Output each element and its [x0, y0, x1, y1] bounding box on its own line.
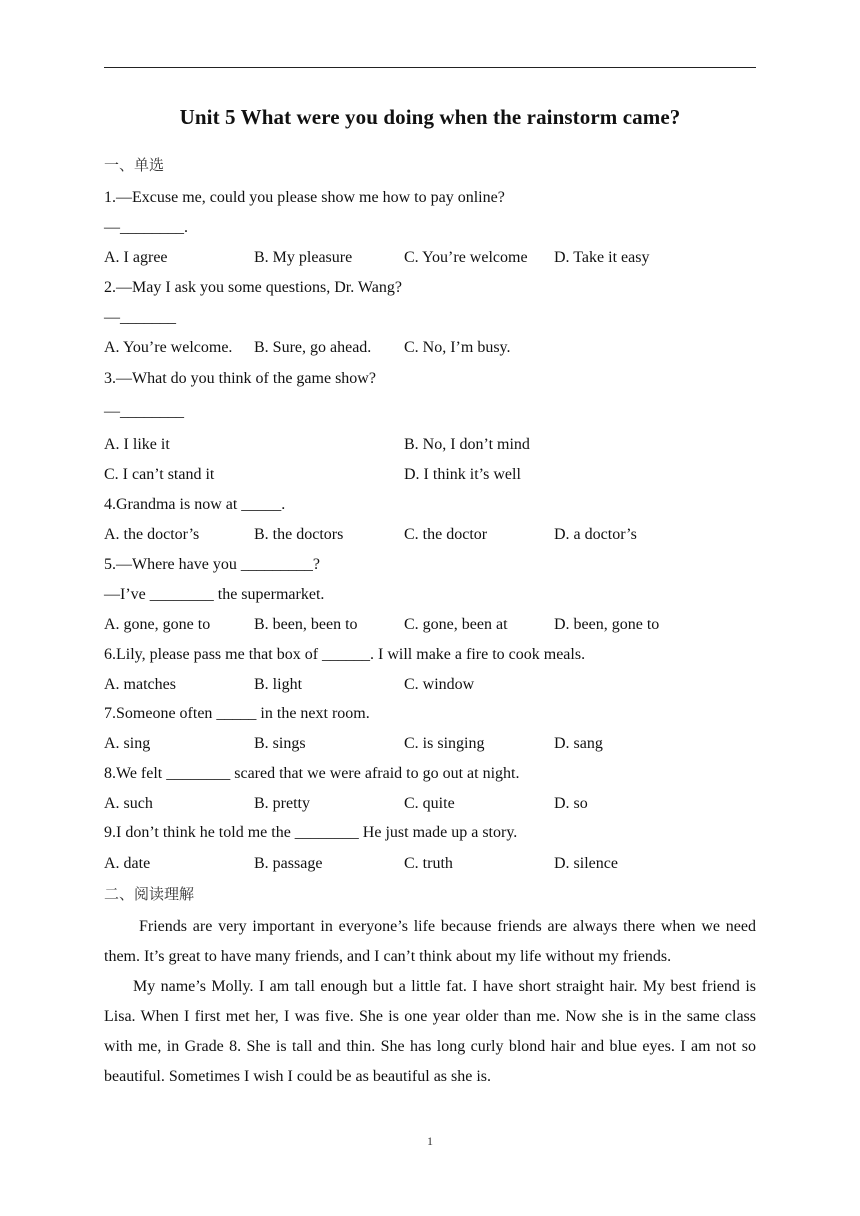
question-4-stem: 4.Grandma is now at _____.	[104, 496, 286, 513]
question-2-answer-blank: —_______	[104, 309, 176, 326]
question-7-option-c: C. is singing	[404, 735, 485, 752]
question-4-option-b: B. the doctors	[254, 526, 344, 543]
question-7-option-b: B. sings	[254, 735, 306, 752]
question-3-option-c: C. I can’t stand it	[104, 466, 215, 483]
question-8-stem: 8.We felt ________ scared that we were afraid to go out at night.	[104, 765, 520, 782]
section-heading-single-choice: 一、单选	[104, 156, 165, 174]
question-8-option-d: D. so	[554, 795, 588, 812]
question-5-answer-line: —I’ve ________ the supermarket.	[104, 586, 325, 603]
question-6-option-b: B. light	[254, 676, 303, 693]
question-3-option-a: A. I like it	[104, 436, 170, 453]
question-4-option-a: A. the doctor’s	[104, 526, 200, 543]
question-3-stem: 3.—What do you think of the game show?	[104, 370, 376, 387]
document-title: Unit 5 What were you doing when the rainstorm came?	[179, 105, 681, 129]
question-3-option-b: B. No, I don’t mind	[404, 436, 530, 453]
question-1-option-a: A. I agree	[104, 249, 168, 266]
question-1-answer-blank: —________.	[104, 219, 188, 236]
question-5-option-c: C. gone, been at	[404, 616, 508, 633]
question-2-option-c: C. No, I’m busy.	[404, 339, 511, 356]
question-9-option-d: D. silence	[554, 855, 618, 872]
question-1-option-c: C. You’re welcome	[404, 249, 528, 266]
question-9-option-a: A. date	[104, 855, 151, 872]
question-1-stem: 1.—Excuse me, could you please show me how to pay online?	[104, 189, 505, 206]
reading-paragraph-2: My name’s Molly. I am tall enough but a little fat. I have short straight hair. My best friend is Lisa. When I first met her, I was five. She is one year older than me. Now she is in the same class with me, in Grade 8. She is tall and thin. She has long curly blond hair and blue eyes. I am not so beautiful. Sometimes I wish I could be as beautiful as she is.	[104, 978, 756, 1085]
question-7-stem: 7.Someone often _____ in the next room.	[104, 705, 370, 722]
page-number: 1	[427, 1134, 433, 1148]
header-rule	[104, 67, 756, 68]
question-6-option-a: A. matches	[104, 676, 176, 693]
question-4-option-d: D. a doctor’s	[554, 526, 637, 543]
section-heading-reading: 二、阅读理解	[104, 885, 195, 903]
question-2-option-a: A. You’re welcome.	[104, 339, 233, 356]
question-8-option-b: B. pretty	[254, 795, 310, 812]
question-8-option-a: A. such	[104, 795, 153, 812]
question-7-option-a: A. sing	[104, 735, 151, 752]
question-4-option-c: C. the doctor	[404, 526, 488, 543]
question-5-option-a: A. gone, gone to	[104, 616, 211, 633]
question-9-stem: 9.I don’t think he told me the ________ He just made up a story.	[104, 824, 518, 841]
question-9-option-c: C. truth	[404, 855, 453, 872]
question-3-option-d: D. I think it’s well	[404, 466, 521, 483]
question-5-option-b: B. been, been to	[254, 616, 358, 633]
question-1-option-d: D. Take it easy	[554, 249, 650, 266]
question-5-stem: 5.—Where have you _________?	[104, 556, 320, 573]
question-6-option-c: C. window	[404, 676, 475, 693]
question-9-option-b: B. passage	[254, 855, 323, 872]
question-6-stem: 6.Lily, please pass me that box of ______. I will make a fire to cook meals.	[104, 646, 586, 663]
question-7-option-d: D. sang	[554, 735, 603, 752]
question-5-option-d: D. been, gone to	[554, 616, 660, 633]
question-2-option-b: B. Sure, go ahead.	[254, 339, 372, 356]
question-1-option-b: B. My pleasure	[254, 249, 353, 266]
question-8-option-c: C. quite	[404, 795, 455, 812]
reading-paragraph-1: Friends are very important in everyone’s life because friends are always there when we need them. It’s great to have many friends, and I can’t think about my life without my friends.	[104, 918, 756, 965]
question-3-answer-blank: —________	[104, 403, 184, 420]
question-2-stem: 2.—May I ask you some questions, Dr. Wang?	[104, 279, 402, 296]
